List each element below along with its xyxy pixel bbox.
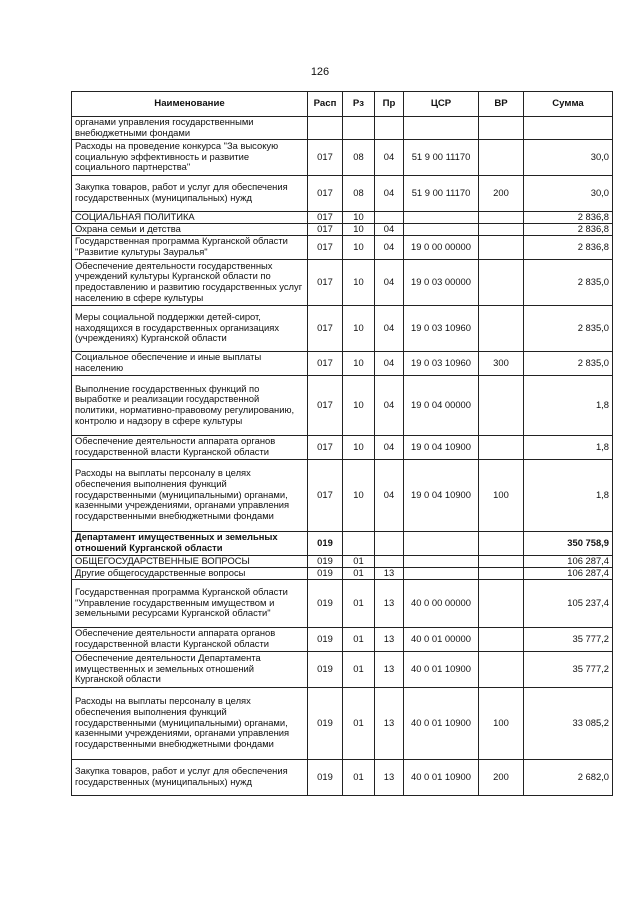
cell-sum: 30,0 <box>524 175 613 211</box>
cell-vr <box>479 627 524 651</box>
cell-pr: 13 <box>375 687 404 759</box>
cell-name: Социальное обеспечение и иные выплаты населению <box>72 351 308 375</box>
cell-rasp: 017 <box>308 435 343 459</box>
cell-vr <box>479 259 524 305</box>
cell-rz: 01 <box>343 579 375 627</box>
cell-rz: 10 <box>343 435 375 459</box>
table-row <box>72 235 613 259</box>
cell-name: Обеспечение деятельности Департамента имущественных и земельных отношений Курганской области <box>72 651 308 687</box>
cell-name: ОБЩЕГОСУДАРСТВЕННЫЕ ВОПРОСЫ <box>72 555 308 567</box>
table-row <box>72 651 613 687</box>
cell-csr: 19 0 04 10900 <box>404 435 479 459</box>
cell-name: Расходы на выплаты персоналу в целях обеспечения выполнения функций государственными (муниципальными) органами, казенными учреждениями, органами управления государственными внебюджетными фондами <box>72 459 308 531</box>
cell-sum: 106 287,4 <box>524 555 613 567</box>
column-header-csr: ЦСР <box>404 92 479 117</box>
cell-csr: 19 0 04 00000 <box>404 375 479 435</box>
table-row <box>72 223 613 235</box>
cell-vr <box>479 117 524 140</box>
cell-rz: 10 <box>343 259 375 305</box>
cell-rz <box>343 117 375 140</box>
cell-sum: 105 237,4 <box>524 579 613 627</box>
cell-rasp: 019 <box>308 627 343 651</box>
cell-rasp: 017 <box>308 259 343 305</box>
cell-name: Обеспечение деятельности аппарата органов государственной власти Курганской области <box>72 435 308 459</box>
cell-rz: 01 <box>343 567 375 579</box>
cell-rz: 10 <box>343 305 375 351</box>
cell-pr <box>375 117 404 140</box>
table-row <box>72 175 613 211</box>
table-row <box>72 139 613 175</box>
cell-csr: 19 0 03 10960 <box>404 351 479 375</box>
cell-pr: 13 <box>375 651 404 687</box>
cell-vr <box>479 305 524 351</box>
cell-rasp: 019 <box>308 687 343 759</box>
cell-csr: 40 0 01 10900 <box>404 651 479 687</box>
cell-vr: 100 <box>479 459 524 531</box>
cell-vr <box>479 555 524 567</box>
cell-pr <box>375 555 404 567</box>
cell-rasp: 017 <box>308 223 343 235</box>
cell-csr <box>404 117 479 140</box>
table-body <box>72 117 613 796</box>
cell-rasp: 017 <box>308 139 343 175</box>
cell-rasp: 017 <box>308 175 343 211</box>
cell-pr: 04 <box>375 305 404 351</box>
cell-csr: 40 0 00 00000 <box>404 579 479 627</box>
cell-pr: 04 <box>375 351 404 375</box>
cell-vr <box>479 435 524 459</box>
cell-pr: 04 <box>375 223 404 235</box>
cell-vr: 300 <box>479 351 524 375</box>
cell-name: Выполнение государственных функций по выработке и реализации государственной политики, нормативно-правовому регулированию, контролю и надзору в сфере культуры <box>72 375 308 435</box>
table-row <box>72 531 613 555</box>
cell-pr <box>375 211 404 223</box>
cell-vr: 200 <box>479 175 524 211</box>
cell-name: Расходы на выплаты персоналу в целях обеспечения выполнения функций государственными (муниципальными) органами, казенными учреждениями, органами управления государственными внебюджетными фондами <box>72 687 308 759</box>
cell-name: Расходы на проведение конкурса "За высокую социальную эффективность и развитие социального партнерства" <box>72 139 308 175</box>
table-row <box>72 117 613 140</box>
cell-rasp: 019 <box>308 759 343 795</box>
table-row <box>72 375 613 435</box>
table-row <box>72 305 613 351</box>
cell-csr: 40 0 01 10900 <box>404 759 479 795</box>
cell-rasp: 019 <box>308 531 343 555</box>
cell-pr: 04 <box>375 435 404 459</box>
budget-table <box>71 91 613 796</box>
cell-sum: 2 836,8 <box>524 211 613 223</box>
cell-sum: 2 835,0 <box>524 259 613 305</box>
cell-rasp: 017 <box>308 351 343 375</box>
cell-rasp: 017 <box>308 211 343 223</box>
cell-rasp: 017 <box>308 459 343 531</box>
cell-name: Закупка товаров, работ и услуг для обеспечения государственных (муниципальных) нужд <box>72 759 308 795</box>
cell-sum <box>524 117 613 140</box>
cell-name: Закупка товаров, работ и услуг для обеспечения государственных (муниципальных) нужд <box>72 175 308 211</box>
cell-csr: 40 0 01 00000 <box>404 627 479 651</box>
cell-vr <box>479 211 524 223</box>
cell-sum: 1,8 <box>524 375 613 435</box>
cell-rasp <box>308 117 343 140</box>
table-row <box>72 759 613 795</box>
cell-csr: 51 9 00 11170 <box>404 175 479 211</box>
table-row <box>72 459 613 531</box>
cell-rz: 01 <box>343 759 375 795</box>
cell-rz: 01 <box>343 627 375 651</box>
cell-vr <box>479 651 524 687</box>
cell-rasp: 017 <box>308 375 343 435</box>
cell-rz: 08 <box>343 175 375 211</box>
cell-name: Обеспечение деятельности аппарата органов государственной власти Курганской области <box>72 627 308 651</box>
cell-pr: 04 <box>375 375 404 435</box>
cell-csr: 19 0 03 10960 <box>404 305 479 351</box>
cell-sum: 33 085,2 <box>524 687 613 759</box>
cell-pr: 04 <box>375 235 404 259</box>
cell-vr <box>479 579 524 627</box>
cell-csr: 51 9 00 11170 <box>404 139 479 175</box>
column-header-pr: Пр <box>375 92 404 117</box>
cell-pr: 04 <box>375 139 404 175</box>
cell-rasp: 019 <box>308 567 343 579</box>
cell-rz: 10 <box>343 211 375 223</box>
cell-rasp: 019 <box>308 579 343 627</box>
cell-vr: 100 <box>479 687 524 759</box>
cell-name: Меры социальной поддержки детей-сирот, находящихся в государственных организациях (учреждениях) Курганской области <box>72 305 308 351</box>
cell-vr <box>479 139 524 175</box>
cell-csr <box>404 223 479 235</box>
cell-name: Обеспечение деятельности государственных учреждений культуры Курганской области по предоставлению и развитию государственных услуг населению в сфере культуры <box>72 259 308 305</box>
table-row <box>72 579 613 627</box>
cell-sum: 2 835,0 <box>524 305 613 351</box>
cell-pr: 13 <box>375 579 404 627</box>
cell-vr <box>479 375 524 435</box>
cell-sum: 1,8 <box>524 435 613 459</box>
page-number: 126 <box>310 66 330 78</box>
cell-name: Департамент имущественных и земельных отношений Курганской области <box>72 531 308 555</box>
cell-vr <box>479 223 524 235</box>
column-header-sum: Сумма <box>524 92 613 117</box>
cell-sum: 1,8 <box>524 459 613 531</box>
cell-sum: 2 836,8 <box>524 223 613 235</box>
cell-vr <box>479 531 524 555</box>
cell-sum: 35 777,2 <box>524 627 613 651</box>
cell-rasp: 017 <box>308 235 343 259</box>
cell-rz: 01 <box>343 687 375 759</box>
cell-sum: 30,0 <box>524 139 613 175</box>
cell-rz: 08 <box>343 139 375 175</box>
cell-csr: 19 0 04 10900 <box>404 459 479 531</box>
column-header-vr: ВР <box>479 92 524 117</box>
cell-name: Охрана семьи и детства <box>72 223 308 235</box>
cell-csr: 19 0 03 00000 <box>404 259 479 305</box>
cell-rz: 01 <box>343 555 375 567</box>
cell-pr: 13 <box>375 759 404 795</box>
column-header-rz: Рз <box>343 92 375 117</box>
cell-sum: 106 287,4 <box>524 567 613 579</box>
cell-rz <box>343 531 375 555</box>
table-row <box>72 627 613 651</box>
cell-sum: 2 682,0 <box>524 759 613 795</box>
cell-sum: 2 835,0 <box>524 351 613 375</box>
table-row <box>72 555 613 567</box>
cell-rz: 01 <box>343 651 375 687</box>
cell-rz: 10 <box>343 223 375 235</box>
table-header-row <box>72 92 613 117</box>
cell-csr <box>404 567 479 579</box>
cell-csr: 19 0 00 00000 <box>404 235 479 259</box>
column-header-rasp: Расп <box>308 92 343 117</box>
cell-pr: 04 <box>375 175 404 211</box>
table-row <box>72 567 613 579</box>
table-row <box>72 687 613 759</box>
cell-sum: 2 836,8 <box>524 235 613 259</box>
cell-rz: 10 <box>343 375 375 435</box>
cell-vr <box>479 567 524 579</box>
cell-vr: 200 <box>479 759 524 795</box>
cell-rz: 10 <box>343 459 375 531</box>
table-row <box>72 351 613 375</box>
cell-pr: 13 <box>375 567 404 579</box>
cell-pr: 13 <box>375 627 404 651</box>
table-row <box>72 435 613 459</box>
cell-name: Государственная программа Курганской области "Развитие культуры Зауралья" <box>72 235 308 259</box>
cell-pr: 04 <box>375 259 404 305</box>
cell-sum: 35 777,2 <box>524 651 613 687</box>
cell-csr <box>404 555 479 567</box>
cell-rasp: 017 <box>308 305 343 351</box>
cell-name: СОЦИАЛЬНАЯ ПОЛИТИКА <box>72 211 308 223</box>
cell-vr <box>479 235 524 259</box>
cell-rasp: 019 <box>308 651 343 687</box>
cell-rasp: 019 <box>308 555 343 567</box>
cell-pr <box>375 531 404 555</box>
cell-name: Государственная программа Курганской области "Управление государственным имуществом и земельными ресурсами Курганской области" <box>72 579 308 627</box>
cell-name: органами управления государственными внебюджетными фондами <box>72 117 308 140</box>
cell-csr <box>404 531 479 555</box>
cell-rz: 10 <box>343 235 375 259</box>
cell-csr: 40 0 01 10900 <box>404 687 479 759</box>
cell-name: Другие общегосударственные вопросы <box>72 567 308 579</box>
cell-csr <box>404 211 479 223</box>
table-row <box>72 259 613 305</box>
cell-rz: 10 <box>343 351 375 375</box>
cell-pr: 04 <box>375 459 404 531</box>
column-header-name: Наименование <box>72 92 308 117</box>
table-row <box>72 211 613 223</box>
cell-sum: 350 758,9 <box>524 531 613 555</box>
